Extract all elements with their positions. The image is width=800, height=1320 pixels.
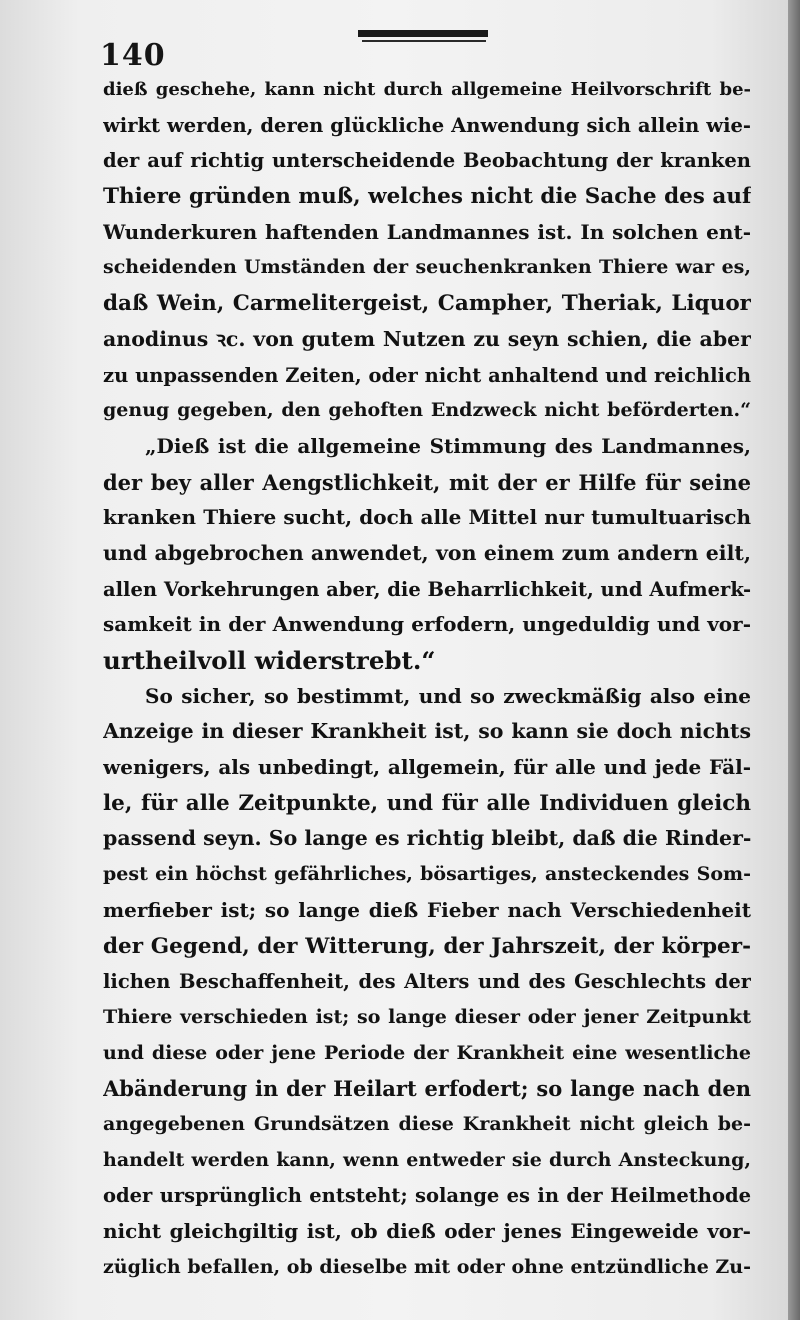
text-line: wenigers, als unbedingt, allgemein, für alle und jede Fäl- <box>103 755 751 780</box>
text-line: Wunderkuren haftenden Landmannes ist. In solchen ent- <box>103 219 751 244</box>
text-line: der auf richtig unterscheidende Beobachtung der kranken <box>103 149 751 173</box>
body-text <box>103 72 751 1285</box>
text-line: daß Wein, Carmelitergeist, Campher, Theriak, Liquor <box>103 291 751 317</box>
text-line: Thiere gründen muß, welches nicht die Sache des auf <box>103 184 751 210</box>
text-line: anodinus ꝛc. von gutem Nutzen zu seyn schien, die aber <box>103 326 751 351</box>
text-line: zu unpassenden Zeiten, oder nicht anhaltend und reichlich <box>103 363 751 387</box>
text-line: So sicher, so bestimmt, und so zweckmäßig also eine <box>145 683 751 708</box>
text-line: der bey aller Aengstlichkeit, mit der er Hilfe für seine <box>103 469 751 495</box>
text-line: lichen Beschaffenheit, des Alters und des Geschlechts der <box>103 970 751 994</box>
text-line: Anzeige in dieser Krankheit ist, so kann sie doch nichts <box>103 719 751 744</box>
text-line: oder ursprünglich entsteht; solange es in der Heilmethode <box>103 1184 751 1208</box>
text-line: passend seyn. So lange es richtig bleibt, daß die Rinder- <box>103 826 751 851</box>
text-line: „Dieß ist die allgemeine Stimmung des Landmannes, <box>145 433 751 458</box>
page-header <box>100 30 760 73</box>
text-line: merfieber ist; so lange dieß Fieber nach Verschiedenheit <box>103 897 751 922</box>
text-line: züglich befallen, ob dieselbe mit oder ohne entzündliche Zu- <box>103 1255 751 1278</box>
text-line: le, für alle Zeitpunkte, und für alle Individuen gleich <box>103 790 751 816</box>
text-line: scheidenden Umständen der seuchenkranken Thiere war es, <box>103 256 751 279</box>
text-line: wirkt werden, deren glückliche Anwendung sich allein wie- <box>103 113 751 137</box>
text-line: und abgebrochen anwendet, von einem zum andern eilt, <box>103 540 751 565</box>
text-line: angegebenen Grundsätzen diese Krankheit nicht gleich be- <box>103 1112 751 1135</box>
text-line: der Gegend, der Witterung, der Jahrszeit, der körper- <box>103 933 751 959</box>
text-line: allen Vorkehrungen aber, die Beharrlichkeit, und Aufmerk- <box>103 577 751 601</box>
text-line: und diese oder jene Periode der Krankheit eine wesentliche <box>103 1041 751 1064</box>
page-edge <box>788 0 800 1320</box>
text-line: pest ein höchst gefährliches, bösartiges, ansteckendes Som- <box>103 863 751 886</box>
text-line: genug gegeben, den gehoften Endzweck nicht beförderten.“ <box>103 399 751 422</box>
text-line: Abänderung in der Heilart erfodert; so lange nach den <box>103 1076 751 1102</box>
text-line: samkeit in der Anwendung erfodern, ungeduldig und vor- <box>103 612 751 637</box>
text-line: dieß geschehe, kann nicht durch allgemeine Heilvorschrift be- <box>103 79 751 100</box>
text-line: handelt werden kann, wenn entweder sie durch Ansteckung, <box>103 1148 751 1171</box>
text-line: nicht gleichgiltig ist, ob dieß oder jenes Eingeweide vor- <box>103 1219 751 1243</box>
text-line: kranken Thiere sucht, doch alle Mittel nur tumultuarisch <box>103 505 751 530</box>
page-number: 140 <box>100 38 166 73</box>
text-line: urtheilvoll widerstrebt.“ <box>103 646 436 675</box>
header-thin-rule <box>362 40 486 42</box>
text-line: Thiere verschieden ist; so lange dieser oder jener Zeitpunkt <box>103 1005 751 1028</box>
header-ornament-rule <box>358 30 488 37</box>
